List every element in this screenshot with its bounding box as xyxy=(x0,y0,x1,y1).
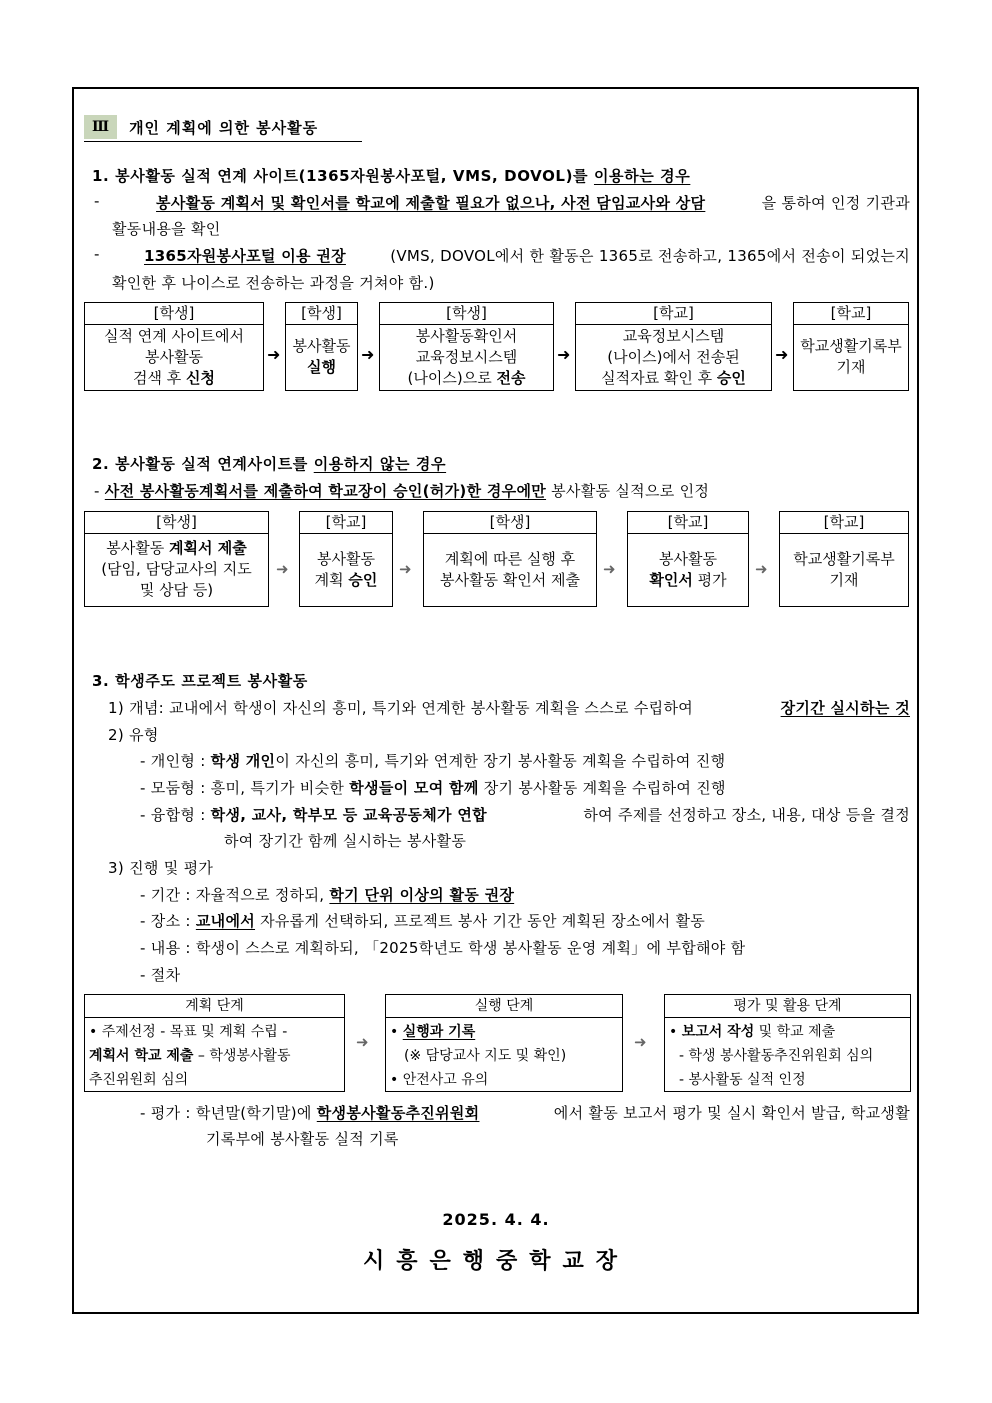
flow-box-line: 봉사활동 xyxy=(292,337,351,355)
s1-bullet-1-underlined: 봉사활동 계획서 및 확인서를 학교에 제출할 필요가 없으나, 사전 담임교사와 상담 xyxy=(156,194,706,212)
flow-box-text: 평가 xyxy=(692,570,727,589)
item-text: 자율적으로 정하되, xyxy=(195,886,330,904)
item-text: 에서 활동 보고서 평가 및 실시 확인서 발급, 학교생활 xyxy=(553,1104,910,1122)
flow-box-line: (담임, 담당교사의 지도 xyxy=(101,560,252,578)
flow-box-line: 기재 xyxy=(836,358,866,376)
flow-box-line xyxy=(601,368,746,389)
flow-box-line: 학교생활기록부 xyxy=(800,337,902,355)
flow-box-line: 교육정보시스템 xyxy=(622,326,725,345)
s2-heading xyxy=(92,453,446,474)
s2-heading-underlined: 이용하지 않는 경우 xyxy=(313,455,447,473)
flow-box-line: 학교생활기록부 xyxy=(793,549,895,568)
s1-bullet-2-underlined: 1365자원봉사포털 이용 권장 xyxy=(144,247,346,265)
flow-box-header: [학생] xyxy=(424,512,596,534)
item-label: - 평가 : xyxy=(140,1104,196,1122)
flow-arrow-icon: ➜ xyxy=(775,345,789,364)
s2-flow-box-5 xyxy=(779,511,909,607)
flow-box-line: 봉사활동 확인서 제출 xyxy=(440,570,580,589)
stage-line: (※ 담당교사 지도 및 확인) xyxy=(404,1048,567,1064)
flow-box-header: [학생] xyxy=(286,303,357,325)
flow-box-line xyxy=(106,538,246,559)
s1-bullet-2 xyxy=(94,245,910,266)
s3-heading: 3. 학생주도 프로젝트 봉사활동 xyxy=(92,672,308,690)
flow-box-line: 기재 xyxy=(829,570,859,589)
flow-box-header: [학생] xyxy=(85,303,263,325)
flow-box-text: (나이스)으로 xyxy=(407,368,497,387)
type-bold: 학생, 교사, 학부모 등 교육공동체가 연합 xyxy=(210,806,487,824)
dash: - xyxy=(94,245,100,263)
stage-line: • 안전사고 유의 xyxy=(390,1072,489,1088)
s2-flow-box-1 xyxy=(84,511,269,607)
s3-type-3-line2: 하여 장기간 함께 실시하는 봉사활동 xyxy=(224,832,467,850)
stage-line: - 봉사활동 실적 인정 xyxy=(679,1072,806,1088)
type-bold: 학생 개인 xyxy=(210,752,276,770)
s2-flow-box-4 xyxy=(627,511,749,607)
stage-box-execute xyxy=(385,994,623,1092)
stage-text: • xyxy=(669,1024,682,1040)
stage-line: - 학생 봉사활동추진위원회 심의 xyxy=(679,1048,874,1064)
signature-line: 시흥은행중학교장 xyxy=(362,1249,630,1274)
stage-header: 평가 및 활용 단계 xyxy=(665,995,910,1018)
flow-arrow-icon: ➜ xyxy=(267,345,281,364)
stage-line xyxy=(89,1044,340,1068)
flow-box-bold: 승인 xyxy=(716,368,746,387)
s2-bullet-1-underlined: 사전 봉사활동계획서를 제출하여 학교장이 승인(허가)한 경우에만 xyxy=(104,482,547,500)
stage-header: 계획 단계 xyxy=(85,995,344,1018)
s1-bullet-2-rest: (VMS, DOVOL에서 한 활동은 1365로 전송하고, 1365에서 전송이 되었는지 xyxy=(390,247,910,265)
item-text: 자유롭게 선택하되, 프로젝트 봉사 기간 동안 계획된 장소에서 활동 xyxy=(255,912,706,930)
flow-arrow-icon: ➜ xyxy=(399,560,412,578)
item-label: - 기간 : xyxy=(140,886,196,904)
s1-bullet-1-line2: 활동내용을 확인 xyxy=(112,220,221,238)
stage-line: • 주제선정 - 목표 및 계획 수립 - xyxy=(89,1024,288,1040)
flow-box-header: [학교] xyxy=(780,512,908,534)
type-bold: 학생들이 모여 함께 xyxy=(349,779,479,797)
flow-arrow-icon: ➜ xyxy=(276,560,289,578)
flow-arrow-icon: ➜ xyxy=(755,560,768,578)
flow-box-line: (나이스)에서 전송된 xyxy=(607,347,740,366)
s2-heading-text: 2. 봉사활동 실적 연계사이트를 xyxy=(92,455,314,473)
stage-line: 추진위원회 심의 xyxy=(89,1072,189,1088)
item-label: - 장소 : xyxy=(140,912,196,930)
item-text: 학년말(학기말)에 xyxy=(195,1104,317,1122)
flow-box-line: 봉사활동 xyxy=(659,549,717,568)
stage-text: • xyxy=(390,1024,403,1040)
type-text: 하여 주제를 선정하고 장소, 내용, 대상 등을 결정 xyxy=(583,806,910,824)
section-number: Ⅲ xyxy=(84,115,117,139)
s2-flow-box-3 xyxy=(423,511,597,607)
flow-box-line: 및 상담 등) xyxy=(139,581,214,599)
dash: - xyxy=(94,482,100,500)
s3-p1-text: 1) 개념: 교내에서 학생이 자신의 흥미, 특기와 연계한 봉사활동 계획을 스스로 수립하여 xyxy=(108,699,694,717)
s1-flow-box-2 xyxy=(285,302,358,391)
stage-line xyxy=(390,1020,618,1044)
s3-type-3 xyxy=(140,804,910,825)
section-underline xyxy=(84,141,362,142)
flow-box-text: 계획 xyxy=(314,570,349,589)
s1-bullet-1-rest: 을 통하여 인정 기관과 xyxy=(761,194,910,212)
flow-box-header: [학교] xyxy=(300,512,392,534)
s3-period xyxy=(140,884,514,905)
flow-box-bold: 신청 xyxy=(186,368,215,387)
s3-type-2 xyxy=(140,777,726,798)
flow-box-bold: 전송 xyxy=(496,368,526,387)
flow-box-line xyxy=(315,570,378,591)
flow-box-header: [학교] xyxy=(576,303,771,325)
type-text: 흥미, 특기가 비슷한 xyxy=(210,779,350,797)
flow-box-header: [학교] xyxy=(794,303,908,325)
s1-flow-box-1 xyxy=(84,302,264,391)
flow-box-line: 봉사활동 xyxy=(145,347,203,366)
item-underlined: 학생봉사활동추진위원회 xyxy=(316,1104,480,1122)
stage-line xyxy=(669,1020,906,1044)
flow-box-bold: 확인서 xyxy=(649,570,693,589)
stage-text: – 학생봉사활동 xyxy=(193,1048,291,1064)
flow-box-text: 봉사활동 xyxy=(106,539,170,557)
s3-place xyxy=(140,910,705,931)
flow-box-header: [학생] xyxy=(380,303,553,325)
section-header xyxy=(84,115,318,139)
flow-box-bold: 계획서 제출 xyxy=(169,539,247,557)
s1-heading xyxy=(92,165,690,186)
s2-bullet-1 xyxy=(94,480,709,501)
item-underlined: 학기 단위 이상의 활동 권장 xyxy=(329,886,515,904)
flow-box-bold: 실행 xyxy=(307,358,336,376)
s3-p2: 2) 유형 xyxy=(108,726,159,744)
stage-header: 실행 단계 xyxy=(386,995,622,1018)
flow-box-text: 실적자료 확인 후 xyxy=(601,368,717,387)
type-label: - 개인형 : xyxy=(140,752,211,770)
flow-arrow-icon: ➜ xyxy=(634,1033,647,1051)
flow-arrow-icon: ➜ xyxy=(557,345,571,364)
s3-p3: 3) 진행 및 평가 xyxy=(108,859,214,877)
flow-box-bold: 승인 xyxy=(348,570,378,589)
flow-box-line: 봉사활동 xyxy=(317,549,375,568)
dash: - xyxy=(94,192,100,210)
item-label: - 내용 : xyxy=(140,939,196,957)
flow-box-line: 계획에 따른 실행 후 xyxy=(444,549,576,568)
s3-p1-underlined: 장기간 실시하는 것 xyxy=(780,699,910,717)
item-underlined: 교내에서 xyxy=(195,912,256,930)
s1-heading-text: 1. 봉사활동 실적 연계 사이트(1365자원봉사포털, VMS, DOVOL)를 xyxy=(92,167,594,185)
s2-bullet-1-rest: 봉사활동 실적으로 인정 xyxy=(546,482,710,500)
type-label: - 모둠형 : xyxy=(140,779,211,797)
s3-evaluation-line2: 기록부에 봉사활동 실적 기록 xyxy=(206,1130,399,1148)
flow-arrow-icon: ➜ xyxy=(356,1033,369,1051)
s1-flow-box-3 xyxy=(379,302,554,391)
s3-procedure: - 절차 xyxy=(140,966,181,984)
s3-p1 xyxy=(108,697,910,718)
stage-underlined: 실행과 기록 xyxy=(402,1024,476,1040)
s3-content xyxy=(140,937,745,958)
flow-box-line: 교육정보시스템 xyxy=(415,347,518,366)
document-date: 2025. 4. 4. xyxy=(442,1210,550,1229)
flow-arrow-icon: ➜ xyxy=(603,560,616,578)
flow-box-line: 실적 연계 사이트에서 xyxy=(104,326,244,345)
s3-evaluation xyxy=(140,1102,910,1123)
flow-box-header: [학생] xyxy=(85,512,268,534)
stage-bold: 계획서 학교 제출 xyxy=(89,1048,194,1064)
s2-flow-box-2 xyxy=(299,511,393,607)
stage-text: 및 학교 제출 xyxy=(754,1024,836,1040)
flow-box-line xyxy=(133,368,215,389)
flow-box-text: 검색 후 xyxy=(133,368,187,387)
stage-box-evaluate xyxy=(664,994,911,1092)
s3-type-1 xyxy=(140,750,725,771)
s1-flow-box-5 xyxy=(793,302,909,391)
flow-box-line xyxy=(649,570,726,591)
s1-heading-underlined: 이용하는 경우 xyxy=(593,167,691,185)
flow-arrow-icon: ➜ xyxy=(361,345,375,364)
section-title: 개인 계획에 의한 봉사활동 xyxy=(129,118,319,137)
flow-box-line xyxy=(408,368,526,389)
stage-bold: 보고서 작성 xyxy=(681,1024,755,1040)
type-label: - 융합형 : xyxy=(140,806,211,824)
s1-bullet-2-line2: 확인한 후 나이스로 전송하는 과정을 거쳐야 함.) xyxy=(112,274,435,292)
type-text: 이 자신의 흥미, 특기와 연계한 장기 봉사활동 계획을 수립하여 진행 xyxy=(275,752,726,770)
stage-box-plan xyxy=(84,994,345,1092)
s1-flow-box-4 xyxy=(575,302,772,391)
s1-bullet-1 xyxy=(94,192,910,213)
flow-box-header: [학교] xyxy=(628,512,748,534)
flow-box-line: 봉사활동확인서 xyxy=(415,326,518,345)
type-text: 장기 봉사활동 계획을 수립하여 진행 xyxy=(478,779,726,797)
item-text: 학생이 스스로 계획하되, 「2025학년도 학생 봉사활동 운영 계획」에 부합해야 함 xyxy=(195,939,746,957)
